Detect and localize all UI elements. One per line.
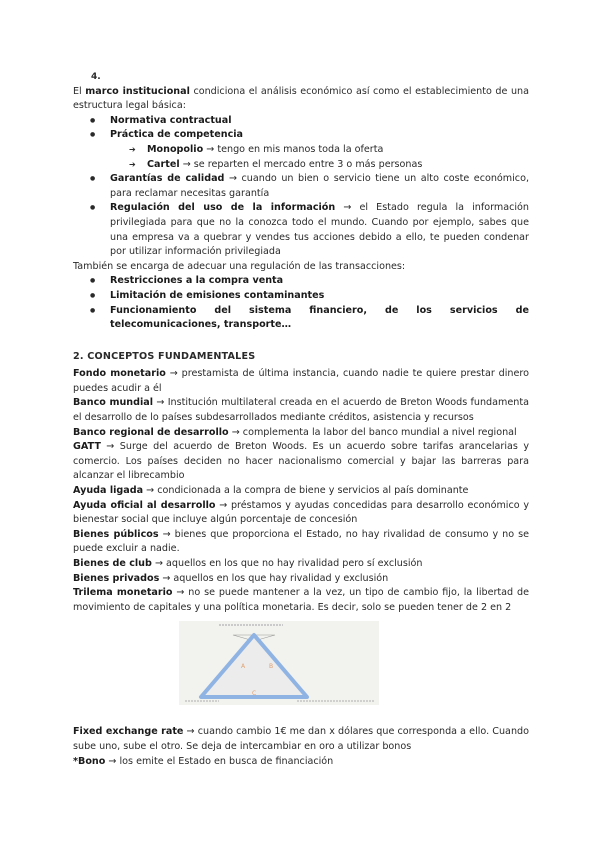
term-entry: [73, 586, 529, 615]
intro-post: condiciona el análisis económico así como el establecimiento de una estructura legal básica:: [73, 85, 529, 112]
term-title: Trilema monetario: [73, 587, 173, 599]
term-definition: → complementa la labor del banco mundial a nivel regional: [228, 426, 517, 438]
term-entry: [73, 755, 529, 770]
list-item: [110, 289, 529, 304]
item-title: Normativa contractual: [110, 114, 232, 126]
trilemma-figure: [179, 621, 379, 705]
term-definition: → aquellos en los que hay rivalidad y exclusión: [159, 572, 389, 584]
transactions-list: [73, 274, 529, 332]
label-b: B: [269, 663, 274, 671]
transactions-paragraph: También se encarga de adecuar una regulación de las transacciones:: [73, 260, 406, 272]
term-title: Ayuda ligada: [73, 485, 144, 497]
term-title: Fondo monetario: [73, 368, 166, 380]
trilemma-triangle-diagram: [179, 621, 379, 705]
term-definition: → los emite el Estado en busca de financiación: [105, 755, 334, 767]
term-entry: [73, 484, 529, 499]
term-definition: → aquellos en los que no hay rivalidad pero sí exclusión: [151, 558, 423, 569]
term-definition: → no se puede mantener a la vez, un tipo de cambio fijo, la libertad de movimiento de capitales y una política monetaria. Es decir, solo se pueden tener de 2 en 2: [73, 587, 530, 613]
item-title: Limitación de emisiones contaminantes: [110, 289, 325, 301]
term-definition: → Surge del acuerdo de Breton Woods. Es un acuerdo sobre tarifas arancelarias y comercio. Los países deciden no hacer nacionalismo comercial y bajar las barreras para alcanzar el librecambio: [73, 441, 529, 482]
item-title: Cartel: [147, 158, 180, 170]
item-title: Garantías de calidad: [110, 173, 225, 185]
section-heading: 2. CONCEPTOS FUNDAMENTALES: [73, 350, 256, 362]
item-title: Práctica de competencia: [110, 129, 244, 141]
label-c: C: [252, 690, 257, 698]
term-definition: → préstamos y ayudas concedidas para desarrollo económico y bienestar social que incluye algún porcentaje de concesión: [73, 499, 529, 526]
term-entry: [73, 725, 529, 754]
item-text: → cuando un bien o servicio tiene un alto coste económico, para reclamar necesitas garantía: [110, 173, 530, 199]
section-number: 4.: [91, 72, 101, 82]
item-title: Monopolio: [147, 143, 204, 155]
term-title: Banco mundial: [73, 397, 154, 409]
term-entry: [73, 367, 529, 396]
term-title: *Bono: [73, 755, 106, 767]
label-a: A: [241, 663, 246, 671]
term-title: Banco regional de desarrollo: [73, 426, 229, 438]
term-title: Bienes públicos: [73, 528, 159, 540]
list-item: [110, 304, 529, 333]
term-entry: [73, 528, 529, 557]
list-item: [110, 128, 529, 172]
item-text: → se reparten el mercado entre 3 o más personas: [179, 158, 423, 170]
item-title: Restricciones a la compra venta: [110, 275, 284, 287]
intro-pre: El: [73, 85, 86, 97]
term-definition: → prestamista de última instancia, cuando nadie te quiere prestar dinero puedes acudir a él: [73, 368, 529, 394]
term-entry: [73, 557, 529, 572]
intro-bold: marco institucional: [85, 85, 190, 97]
term-title: Bienes privados: [73, 572, 160, 584]
term-title: Bienes de club: [73, 558, 152, 569]
term-definition: → condicionada a la compra de biene y servicios al país dominante: [143, 485, 469, 497]
item-text: → el Estado regula la información privilegiada para que no la conozca todo el mundo. Cuando por ejemplo, sabes que una empresa va a quebrar y vendes tus acciones debido a ello, te pueden condenar por utilizar información privilegiada: [110, 202, 529, 258]
term-title: Ayuda oficial al desarrollo: [73, 499, 216, 511]
term-title: Fixed exchange rate: [73, 726, 184, 738]
list-item: [110, 274, 529, 289]
term-entry: [73, 396, 529, 425]
list-item: [110, 201, 529, 259]
term-definition: → bienes que proporciona el Estado, no hay rivalidad de consumo y no se puede excluir a nadie.: [73, 528, 530, 555]
competition-sublist: [110, 143, 529, 172]
sublist-item: [147, 158, 529, 173]
institutional-list: [73, 114, 529, 260]
term-title: GATT: [73, 441, 101, 453]
term-entry: [73, 572, 529, 587]
term-entry: [73, 426, 529, 441]
intro-paragraph: [73, 85, 529, 114]
term-entry: [73, 499, 529, 528]
document-page: [73, 70, 529, 769]
item-text: → tengo en mis manos toda la oferta: [203, 143, 384, 155]
term-definition: → cuando cambio 1€ me dan x dólares que corresponda a ello. Cuando sube uno, sube el otro. Se deja de intercambiar en oro a utilizar bonos: [73, 726, 529, 752]
term-entry: [73, 440, 529, 484]
list-item: [110, 114, 529, 129]
sublist-item: [147, 143, 529, 158]
list-item: [110, 172, 529, 201]
item-title: Regulación del uso de la información: [110, 202, 336, 214]
term-definition: → Institución multilateral creada en el acuerdo de Breton Woods fundamenta el desarrollo de lo países subdesarrollados mediante créditos, asistencia y recursos: [73, 397, 529, 424]
item-title: Funcionamiento del sistema financiero, de los servicios de telecomunicaciones, transporte…: [110, 304, 529, 331]
